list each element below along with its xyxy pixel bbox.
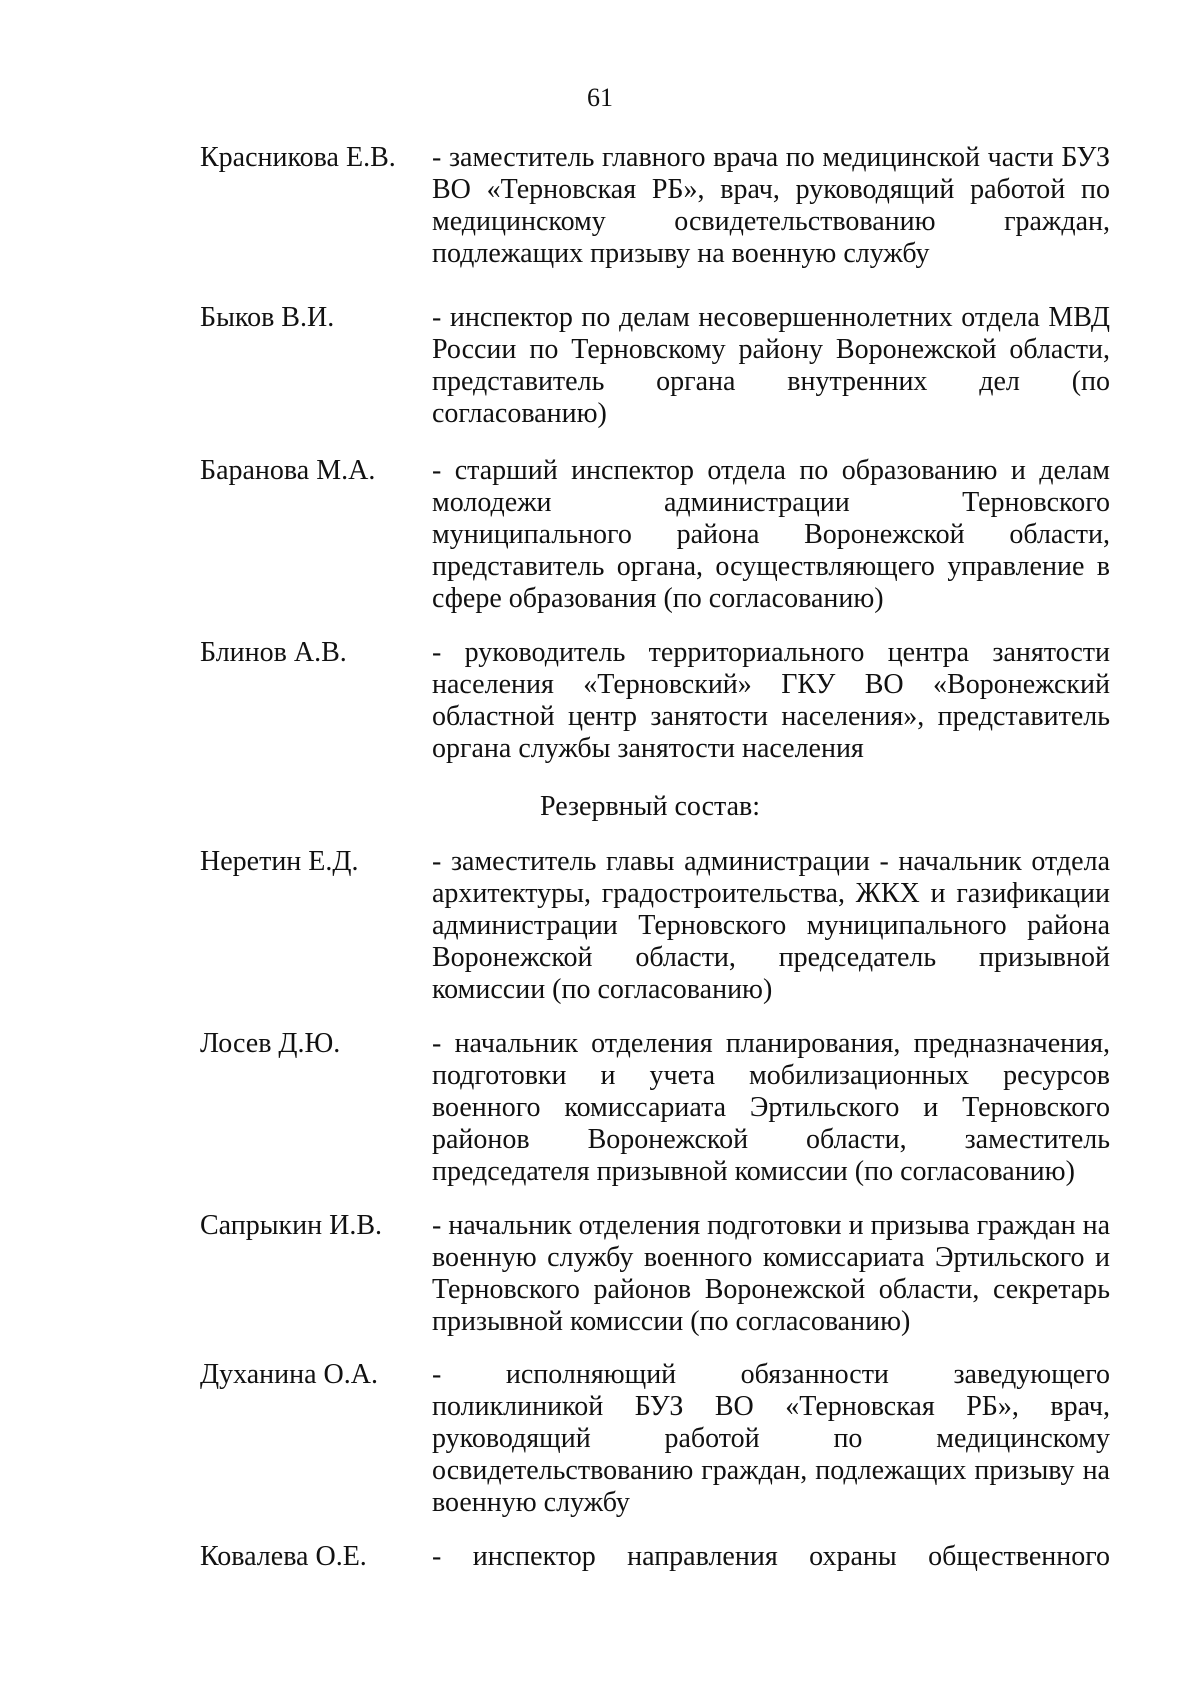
description-line: - начальник отделения подготовки и призыва граждан на xyxy=(432,1210,1111,1241)
member-description xyxy=(432,846,1110,1006)
description-line: - инспектор по делам несовершеннолетних отдела МВД xyxy=(432,302,1110,333)
description-line: Воронежской области, председатель призывной xyxy=(432,942,1110,973)
description-line: - старший инспектор отдела по образованию и делам xyxy=(432,455,1110,486)
description-line: - инспектор направления охраны общественного xyxy=(432,1541,1110,1572)
description-line: призывной комиссии (по согласованию) xyxy=(432,1306,911,1337)
description-line: поликлиникой БУЗ ВО «Терновская РБ», врач, xyxy=(432,1391,1110,1422)
description-line: районов Воронежской области, заместитель xyxy=(432,1124,1110,1155)
member-name: Ковалева О.Е. xyxy=(200,1541,367,1572)
description-line: - руководитель территориального центра занятости xyxy=(432,637,1110,668)
description-line: медицинскому освидетельствованию граждан, xyxy=(432,206,1110,237)
description-line: подлежащих призыву на военную службу xyxy=(432,238,930,269)
description-line: - заместитель главного врача по медицинской части БУЗ xyxy=(432,142,1110,173)
description-line: комиссии (по согласованию) xyxy=(432,974,773,1005)
description-line: России по Терновскому району Воронежской области, xyxy=(432,334,1110,365)
member-description xyxy=(432,455,1110,615)
description-line: - заместитель главы администрации - начальник отдела xyxy=(432,846,1110,877)
description-line: - начальник отделения планирования, предназначения, xyxy=(432,1028,1110,1059)
member-name: Сапрыкин И.В. xyxy=(200,1210,382,1241)
description-line: областной центр занятости населения», представитель xyxy=(432,701,1110,732)
description-line: руководящий работой по медицинскому xyxy=(432,1423,1110,1454)
description-line: представитель органа, осуществляющего управление в xyxy=(432,551,1110,582)
description-line: - исполняющий обязанности заведующего xyxy=(432,1359,1110,1390)
description-line: ВО «Терновская РБ», врач, руководящий работой по xyxy=(432,174,1110,205)
description-line: органа службы занятости населения xyxy=(432,733,864,764)
description-line: населения «Терновский» ГКУ ВО «Воронежский xyxy=(432,669,1110,700)
member-description xyxy=(432,302,1110,430)
member-name: Духанина О.А. xyxy=(200,1359,378,1390)
description-line: военного комиссариата Эртильского и Терновского xyxy=(432,1092,1110,1123)
member-description xyxy=(432,637,1110,765)
description-line: согласованию) xyxy=(432,398,607,429)
description-line: молодежи администрации Терновского xyxy=(432,487,1110,518)
description-line: военную службу xyxy=(432,1487,630,1518)
description-line: сфере образования (по согласованию) xyxy=(432,583,884,614)
member-description xyxy=(432,1028,1110,1188)
member-name: Блинов А.В. xyxy=(200,637,347,668)
description-line: администрации Терновского муниципального района xyxy=(432,910,1110,941)
member-description xyxy=(432,1541,1110,1573)
member-description xyxy=(432,142,1110,270)
page-number: 61 xyxy=(587,83,613,112)
member-name: Красникова Е.В. xyxy=(200,142,396,173)
description-line: подготовки и учета мобилизационных ресурсов xyxy=(432,1060,1110,1091)
member-name: Неретин Е.Д. xyxy=(200,846,359,877)
member-description xyxy=(432,1210,1110,1338)
description-line: освидетельствованию граждан, подлежащих призыву на xyxy=(432,1455,1110,1486)
description-line: представитель органа внутренних дел (по xyxy=(432,366,1110,397)
description-line: архитектуры, градостроительства, ЖКХ и газификации xyxy=(432,878,1110,909)
description-line: Терновского районов Воронежской области, секретарь xyxy=(432,1274,1110,1305)
member-name: Баранова М.А. xyxy=(200,455,376,486)
section-heading: Резервный состав: xyxy=(540,791,761,822)
description-line: муниципального района Воронежской области, xyxy=(432,519,1110,550)
description-line: председателя призывной комиссии (по согласованию) xyxy=(432,1156,1075,1187)
description-line: военную службу военного комиссариата Эртильского и xyxy=(432,1242,1110,1273)
member-name: Быков В.И. xyxy=(200,302,335,333)
member-description xyxy=(432,1359,1110,1519)
member-name: Лосев Д.Ю. xyxy=(200,1028,341,1059)
